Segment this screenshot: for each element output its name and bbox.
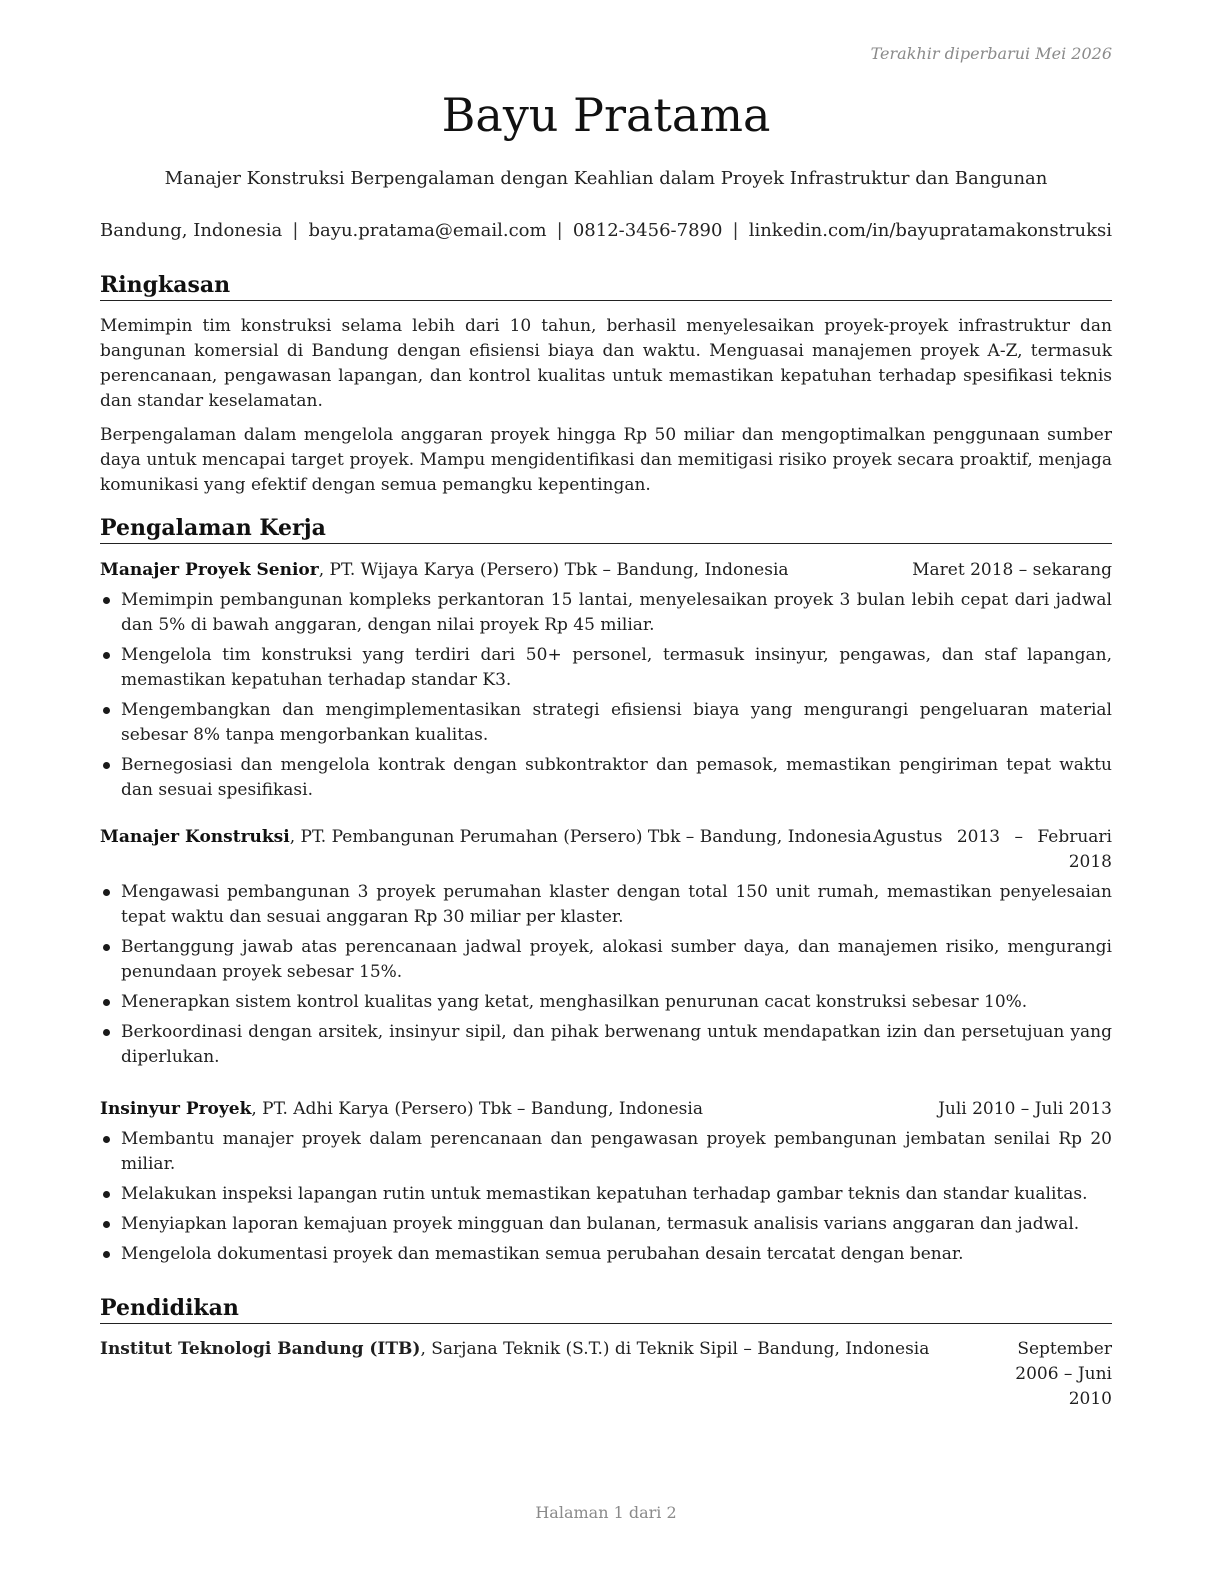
job-bullet-list [100,1127,1112,1272]
list-item: Menyiapkan laporan kemajuan proyek mingguan dan bulanan, termasuk analisis varians anggaran dan jadwal. [100,1212,1112,1237]
job-organization: , PT. Adhi Karya (Persero) Tbk – Bandung, Indonesia [251,1099,703,1119]
contact-separator: | [292,220,299,241]
job-dates: Juli 2010 – Juli 2013 [938,1099,1112,1119]
education-dates [972,1337,1112,1412]
summary-paragraph: Berpengalaman dalam mengelola anggaran proyek hingga Rp 50 miliar dan mengoptimalkan penggunaan sumber daya untuk mencapai target proyek. Mampu mengidentifikasi dan memitigasi risiko proyek secara proaktif, menjaga komunikasi yang efektif dengan semua pemangku kepentingan. [100,425,1112,495]
job-role: Manajer Konstruksi [100,827,290,847]
job-bullet-list [100,588,1112,808]
section-title-summary: Ringkasan [100,271,1112,301]
education-degree: , Sarjana Teknik (S.T.) di Teknik Sipil – Bandung, Indonesia [420,1339,930,1359]
job-role: Manajer Proyek Senior [100,560,319,580]
education-dates-start: September 2006 – Juni [1015,1339,1112,1384]
list-item: Mengelola dokumentasi proyek dan memastikan semua perubahan desain tercatat dengan benar. [100,1242,1112,1267]
job-dates: Maret 2018 – sekarang [912,560,1112,580]
list-item: Berkoordinasi dengan arsitek, insinyur sipil, dan pihak berwenang untuk mendapatkan izin dan persetujuan yang diperlukan. [100,1020,1112,1070]
job-header [100,825,1112,875]
page-number: Halaman 1 dari 2 [535,1503,677,1522]
section-title-education: Pendidikan [100,1294,1112,1324]
contact-separator: | [556,220,563,241]
job-header [100,558,1112,583]
contact-separator: | [732,220,739,241]
last-updated-note: Terakhir diperbarui Mei 2026 [870,44,1112,63]
list-item: Memimpin pembangunan kompleks perkantoran 15 lantai, menyelesaikan proyek 3 bulan lebih cepat dari jadwal dan 5% di bawah anggaran, dengan nilai proyek Rp 45 miliar. [100,588,1112,638]
job-organization: , PT. Wijaya Karya (Persero) Tbk – Bandung, Indonesia [318,560,789,580]
job-title-line [100,825,872,850]
job-bullet-list [100,880,1112,1075]
job-header [100,1097,1112,1122]
list-item: Menerapkan sistem kontrol kualitas yang ketat, menghasilkan penurunan cacat konstruksi sebesar 10%. [100,990,1112,1015]
job-title-line [100,1097,703,1122]
section-title-experience: Pengalaman Kerja [100,514,1112,544]
candidate-headline: Manajer Konstruksi Berpengalaman dengan Keahlian dalam Proyek Infrastruktur dan Bangunan [164,168,1048,189]
job-title-line [100,558,789,583]
job-dates-end: 2018 [1068,852,1112,872]
list-item: Mengawasi pembangunan 3 proyek perumahan klaster dengan total 150 unit rumah, memastikan penyelesaian tepat waktu dan sesuai anggaran Rp 30 miliar per klaster. [100,880,1112,930]
job-dates [873,825,1112,875]
list-item: Melakukan inspeksi lapangan rutin untuk memastikan kepatuhan terhadap gambar teknis dan standar kualitas. [100,1182,1112,1207]
education-title-line [100,1337,970,1412]
contact-phone[interactable]: 0812-3456-7890 [572,220,723,241]
candidate-name: Bayu Pratama [441,88,771,142]
contact-line [100,220,1112,241]
list-item: Bertanggung jawab atas perencanaan jadwal proyek, alokasi sumber daya, dan manajemen risiko, mengurangi penundaan proyek sebesar 15%. [100,935,1112,985]
education-entry [100,1337,1112,1412]
resume-page [100,0,1112,1584]
education-school: Institut Teknologi Bandung (ITB) [100,1339,421,1359]
list-item: Membantu manajer proyek dalam perencanaan dan pengawasan proyek pembangunan jembatan senilai Rp 20 miliar. [100,1127,1112,1177]
list-item: Mengembangkan dan mengimplementasikan strategi efisiensi biaya yang mengurangi pengeluaran material sebesar 8% tanpa mengorbankan kualitas. [100,698,1112,748]
education-dates-end: 2010 [1068,1389,1112,1409]
contact-linkedin[interactable]: linkedin.com/in/bayupratamakonstruksi [748,220,1112,241]
contact-email[interactable]: bayu.pratama@email.com [308,220,547,241]
summary-paragraph: Memimpin tim konstruksi selama lebih dari 10 tahun, berhasil menyelesaikan proyek-proyek infrastruktur dan bangunan komersial di Bandung dengan efisiensi biaya dan waktu. Menguasai manajemen proyek A-Z, termasuk perencanaan, pengawasan lapangan, dan kontrol kualitas untuk memastikan kepatuhan terhadap spesifikasi teknis dan standar keselamatan. [100,316,1112,411]
list-item: Mengelola tim konstruksi yang terdiri dari 50+ personel, termasuk insinyur, pengawas, dan staf lapangan, memastikan kepatuhan terhadap standar K3. [100,643,1112,693]
job-dates-start: Agustus 2013 – Februari [873,827,1112,847]
job-role: Insinyur Proyek [100,1099,252,1119]
job-organization: , PT. Pembangunan Perumahan (Persero) Tbk – Bandung, Indonesia [289,827,872,847]
list-item: Bernegosiasi dan mengelola kontrak dengan subkontraktor dan pemasok, memastikan pengiriman tepat waktu dan sesuai spesifikasi. [100,753,1112,803]
contact-location: Bandung, Indonesia [100,220,283,241]
